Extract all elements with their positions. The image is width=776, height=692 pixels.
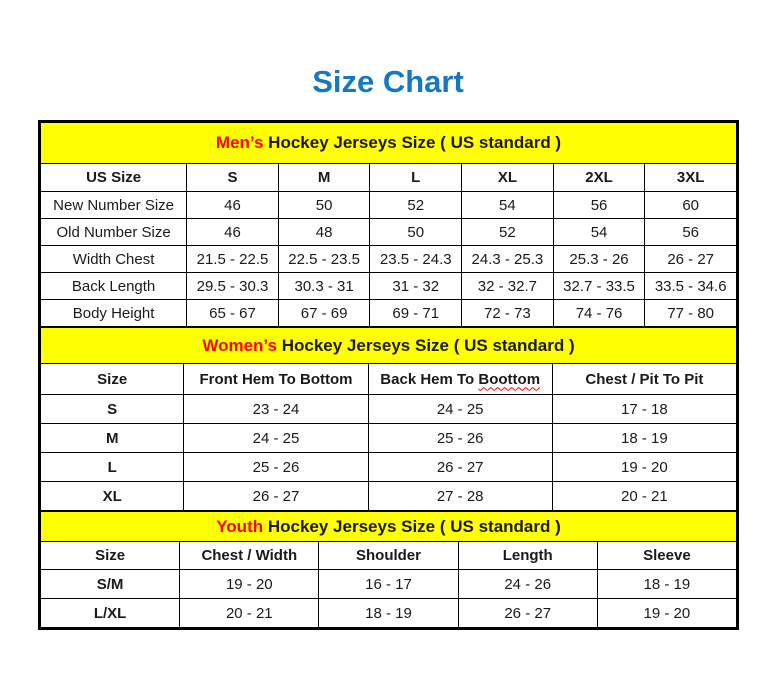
size-value-cell: 24 - 25 bbox=[368, 395, 552, 424]
size-value-cell: 65 - 67 bbox=[187, 300, 279, 327]
size-value-cell: 24.3 - 25.3 bbox=[462, 246, 554, 273]
table-row bbox=[41, 273, 737, 300]
size-value-cell: 46 bbox=[187, 192, 279, 219]
page-title: Size Chart bbox=[312, 64, 464, 99]
row-label: S bbox=[41, 395, 184, 424]
womens-section-title-rest: Hockey Jerseys Size ( US standard ) bbox=[276, 335, 575, 355]
misspelled-word: Boottom bbox=[478, 370, 541, 388]
mens-header-row bbox=[41, 164, 737, 192]
size-value-cell: 48 bbox=[278, 219, 370, 246]
size-value-cell: 26 - 27 bbox=[458, 599, 597, 628]
column-header: Shoulder bbox=[319, 542, 458, 570]
mens-section-title-highlight: Men’s bbox=[215, 133, 264, 152]
size-value-cell: 60 bbox=[645, 192, 737, 219]
mens-section-band bbox=[41, 123, 737, 164]
column-header bbox=[368, 364, 552, 395]
size-value-cell: 19 - 20 bbox=[180, 570, 319, 599]
womens-section-band bbox=[41, 328, 737, 364]
row-label: Old Number Size bbox=[41, 219, 187, 246]
table-row bbox=[41, 219, 737, 246]
youth-header-row bbox=[41, 542, 737, 570]
size-value-cell: 29.5 - 30.3 bbox=[187, 273, 279, 300]
table-row bbox=[41, 570, 737, 599]
column-header: Front Hem To Bottom bbox=[184, 364, 368, 395]
womens-section-title bbox=[41, 328, 737, 364]
table-row bbox=[41, 482, 737, 511]
youth-section-band bbox=[41, 512, 737, 542]
size-value-cell: 26 - 27 bbox=[645, 246, 737, 273]
size-value-cell: 21.5 - 22.5 bbox=[187, 246, 279, 273]
size-value-cell: 72 - 73 bbox=[462, 300, 554, 327]
table-row bbox=[41, 424, 737, 453]
size-value-cell: 26 - 27 bbox=[368, 453, 552, 482]
size-value-cell: 50 bbox=[370, 219, 462, 246]
size-value-cell: 18 - 19 bbox=[552, 424, 736, 453]
size-value-cell: 69 - 71 bbox=[370, 300, 462, 327]
size-value-cell: 52 bbox=[462, 219, 554, 246]
size-value-cell: 50 bbox=[278, 192, 370, 219]
column-header: Length bbox=[458, 542, 597, 570]
row-label: Width Chest bbox=[41, 246, 187, 273]
size-value-cell: 25.3 - 26 bbox=[553, 246, 645, 273]
table-row bbox=[41, 192, 737, 219]
size-value-cell: 23 - 24 bbox=[184, 395, 368, 424]
size-chart-container bbox=[38, 120, 739, 630]
mens-section-title-rest: Hockey Jerseys Size ( US standard ) bbox=[263, 133, 562, 152]
size-value-cell: 24 - 25 bbox=[184, 424, 368, 453]
column-header: 3XL bbox=[645, 164, 737, 192]
youth-section-title bbox=[41, 512, 737, 542]
size-value-cell: 20 - 21 bbox=[180, 599, 319, 628]
column-header: S bbox=[187, 164, 279, 192]
row-label: L/XL bbox=[41, 599, 180, 628]
size-value-cell: 77 - 80 bbox=[645, 300, 737, 327]
size-value-cell: 24 - 26 bbox=[458, 570, 597, 599]
table-row bbox=[41, 599, 737, 628]
size-value-cell: 54 bbox=[462, 192, 554, 219]
row-label: Body Height bbox=[41, 300, 187, 327]
youth-section-title-rest: Hockey Jerseys Size ( US standard ) bbox=[263, 516, 561, 536]
mens-section-title bbox=[41, 123, 737, 164]
table-row bbox=[41, 300, 737, 327]
size-value-cell: 30.3 - 31 bbox=[278, 273, 370, 300]
column-header: XL bbox=[462, 164, 554, 192]
womens-size-table bbox=[40, 327, 737, 511]
youth-section-title-highlight: Youth bbox=[216, 516, 264, 536]
size-value-cell: 54 bbox=[553, 219, 645, 246]
womens-header-row bbox=[41, 364, 737, 395]
column-header: Chest / Width bbox=[180, 542, 319, 570]
size-value-cell: 19 - 20 bbox=[552, 453, 736, 482]
size-value-cell: 23.5 - 24.3 bbox=[370, 246, 462, 273]
size-value-cell: 18 - 19 bbox=[319, 599, 458, 628]
size-value-cell: 52 bbox=[370, 192, 462, 219]
size-value-cell: 56 bbox=[553, 192, 645, 219]
size-value-cell: 32 - 32.7 bbox=[462, 273, 554, 300]
youth-size-table bbox=[40, 511, 737, 628]
column-header: L bbox=[370, 164, 462, 192]
table-row bbox=[41, 246, 737, 273]
row-label: M bbox=[41, 424, 184, 453]
size-value-cell: 16 - 17 bbox=[319, 570, 458, 599]
column-header: 2XL bbox=[553, 164, 645, 192]
size-value-cell: 17 - 18 bbox=[552, 395, 736, 424]
size-value-cell: 22.5 - 23.5 bbox=[278, 246, 370, 273]
size-value-cell: 19 - 20 bbox=[597, 599, 736, 628]
column-header: Size bbox=[41, 364, 184, 395]
size-value-cell: 18 - 19 bbox=[597, 570, 736, 599]
column-header-text: Back Hem To bbox=[380, 370, 479, 388]
size-value-cell: 27 - 28 bbox=[368, 482, 552, 511]
size-value-cell: 32.7 - 33.5 bbox=[553, 273, 645, 300]
womens-section-title-highlight: Women’s bbox=[202, 335, 277, 355]
size-value-cell: 25 - 26 bbox=[368, 424, 552, 453]
mens-size-table bbox=[40, 122, 737, 327]
table-row bbox=[41, 453, 737, 482]
row-label: XL bbox=[41, 482, 184, 511]
column-header: Chest / Pit To Pit bbox=[552, 364, 736, 395]
size-value-cell: 26 - 27 bbox=[184, 482, 368, 511]
column-header: Sleeve bbox=[597, 542, 736, 570]
table-row bbox=[41, 395, 737, 424]
size-value-cell: 74 - 76 bbox=[553, 300, 645, 327]
size-value-cell: 25 - 26 bbox=[184, 453, 368, 482]
size-value-cell: 67 - 69 bbox=[278, 300, 370, 327]
row-label: New Number Size bbox=[41, 192, 187, 219]
row-label: Back Length bbox=[41, 273, 187, 300]
size-value-cell: 56 bbox=[645, 219, 737, 246]
column-header: Size bbox=[41, 542, 180, 570]
size-value-cell: 20 - 21 bbox=[552, 482, 736, 511]
size-value-cell: 46 bbox=[187, 219, 279, 246]
row-label: S/M bbox=[41, 570, 180, 599]
column-header: M bbox=[278, 164, 370, 192]
size-value-cell: 31 - 32 bbox=[370, 273, 462, 300]
column-header: US Size bbox=[41, 164, 187, 192]
size-value-cell: 33.5 - 34.6 bbox=[645, 273, 737, 300]
row-label: L bbox=[41, 453, 184, 482]
